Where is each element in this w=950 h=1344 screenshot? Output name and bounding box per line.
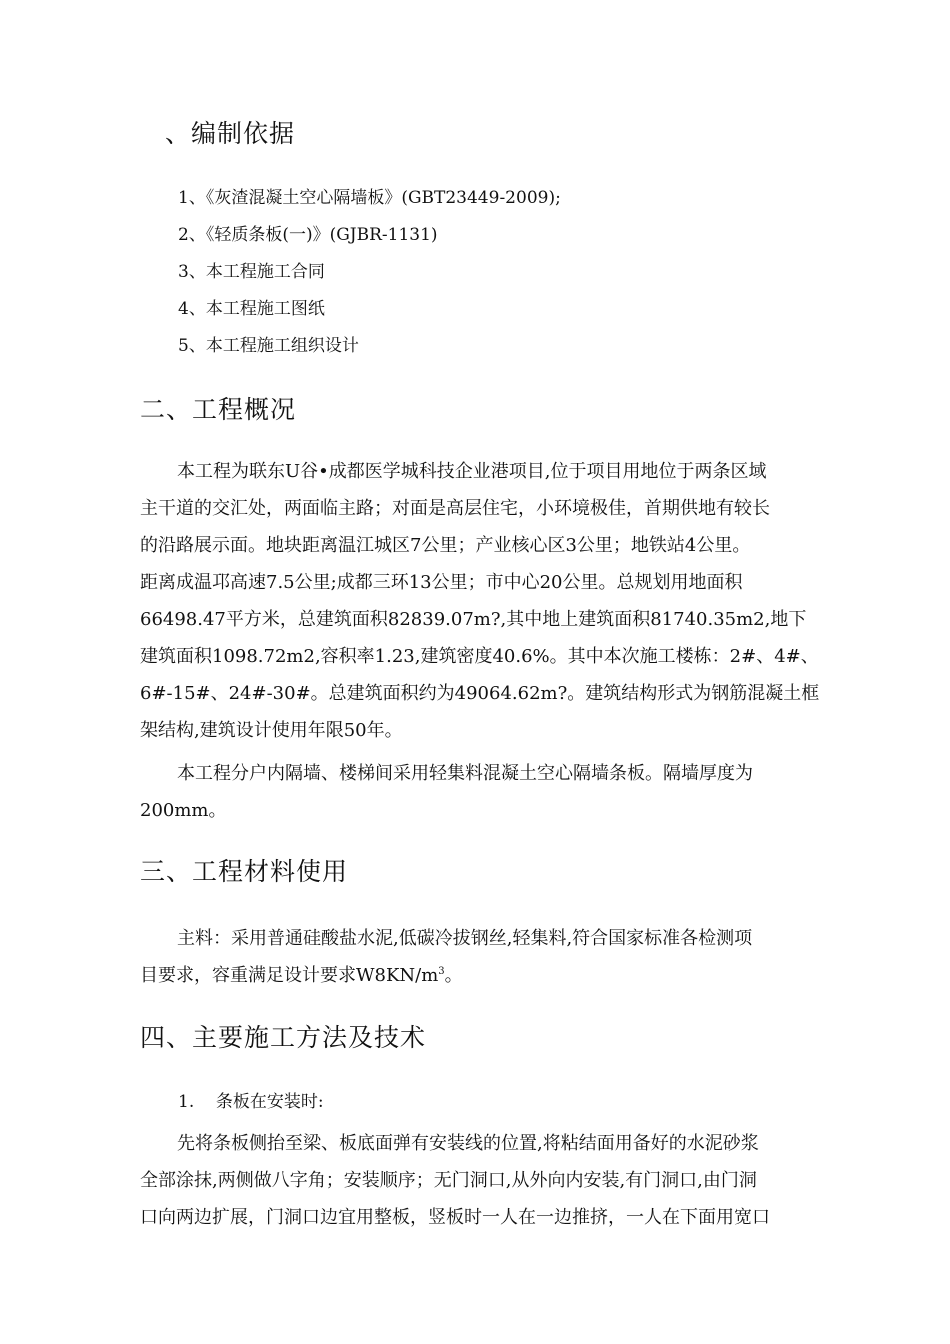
text-line: 先将条板侧抬至梁、板底面弹有安装线的位置,将粘结面用备好的水泥砂浆 — [177, 1133, 759, 1154]
text-line: 距离成温邛高速7.5公里;成都三环13公里；市中心20公里。总规划用地面积 — [140, 572, 743, 593]
paragraph-materials — [140, 920, 812, 994]
list-item-basis-1: 1、《灰渣混凝土空心隔墙板》(GBT23449-2009); — [178, 188, 561, 208]
section-heading-basis: 、编制依据 — [165, 119, 296, 148]
section-heading-materials: 三、工程材料使用 — [140, 857, 349, 886]
list-item-basis-2: 2、《轻质条板(一)》(GJBR-1131) — [178, 225, 438, 245]
text-line: 主料：采用普通硅酸盐水泥,低碳冷拔钢丝,轻集料,符合国家标准各检测项 — [177, 928, 753, 949]
text-line: 架结构,建筑设计使用年限50年。 — [140, 720, 403, 741]
text-line: 全部涂抹,两侧做八字角；安装顺序；无门洞口,从外向内安装,有门洞口,由门洞 — [140, 1170, 757, 1191]
text-fragment: 目要求，容重满足设计要求W8KN/m — [140, 965, 439, 986]
text-line: 本工程为联东U谷•成都医学城科技企业港项目,位于项目用地位于两条区域 — [177, 461, 767, 482]
list-item-basis-3: 3、本工程施工合同 — [178, 262, 325, 282]
list-item-method-1: 1. 条板在安装时: — [178, 1092, 324, 1112]
text-line: 建筑面积1098.72m2,容积率1.23,建筑密度40.6%。其中本次施工楼栋：2#、4#、 — [140, 646, 819, 667]
text-line: 本工程分户内隔墙、楼梯间采用轻集料混凝土空心隔墙条板。隔墙厚度为 — [177, 763, 753, 784]
text-line: 的沿路展示面。地块距离温江城区7公里；产业核心区3公里；地铁站4公里。 — [140, 535, 751, 556]
text-line: 主干道的交汇处，两面临主路；对面是高层住宅，小环境极佳，首期供地有较长 — [140, 498, 770, 519]
text-line — [140, 957, 812, 994]
section-heading-overview: 二、工程概况 — [140, 395, 297, 424]
superscript-text: 3 — [438, 966, 445, 977]
paragraph-methods — [140, 1125, 812, 1236]
text-line: 200mm。 — [140, 800, 227, 821]
section-heading-methods: 四、主要施工方法及技术 — [140, 1023, 427, 1052]
text-line: 66498.47平方米，总建筑面积82839.07m?,其中地上建筑面积81740.35m2,地下 — [140, 609, 807, 630]
list-item-basis-5: 5、本工程施工组织设计 — [178, 336, 359, 356]
paragraph-overview — [140, 453, 820, 749]
text-fragment: 。 — [444, 965, 463, 986]
text-line: 6#-15#、24#-30#。总建筑面积约为49064.62m?。建筑结构形式为钢筋混凝土框 — [140, 683, 820, 704]
paragraph-partition — [140, 755, 812, 829]
text-line: 口向两边扩展，门洞口边宜用整板，竖板时一人在一边推挤，一人在下面用宽口 — [140, 1207, 770, 1228]
list-item-basis-4: 4、本工程施工图纸 — [178, 299, 325, 319]
